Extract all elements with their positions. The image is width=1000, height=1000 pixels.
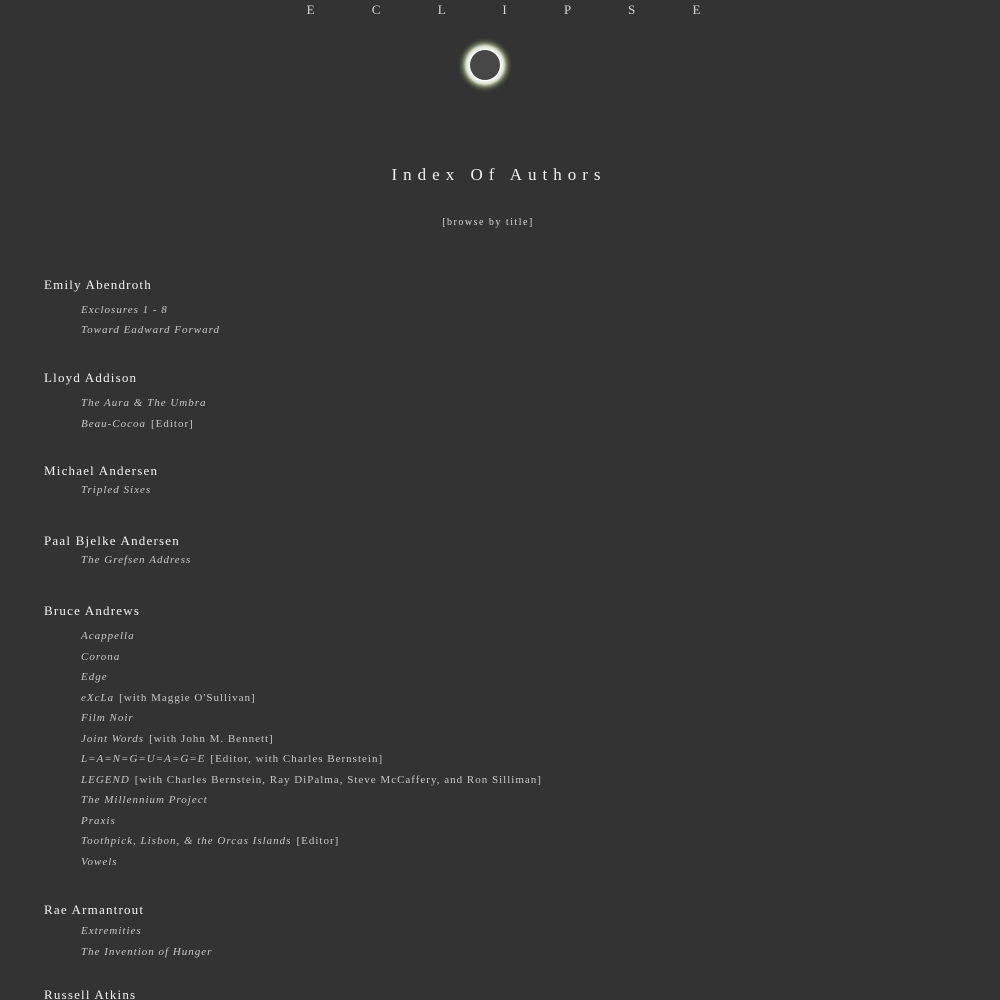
work-title[interactable]: Praxis (81, 814, 116, 827)
work-item (81, 852, 944, 873)
author-list (44, 277, 944, 1000)
work-item (81, 729, 944, 750)
work-item (81, 626, 944, 647)
work-list (44, 921, 944, 962)
work-title[interactable]: LEGEND (81, 773, 130, 786)
work-title[interactable]: The Millennium Project (81, 794, 208, 806)
author-entry (44, 277, 944, 370)
work-item (81, 393, 944, 414)
work-item (81, 552, 944, 568)
author-name[interactable]: Russell Atkins (44, 987, 137, 1000)
work-title[interactable]: L=A=N=G=U=A=G=E (81, 753, 206, 765)
work-item (81, 749, 944, 770)
work-list (44, 482, 944, 498)
work-note: [with Charles Bernstein, Ray DiPalma, Steve McCaffery, and Ron Silliman] (134, 773, 542, 786)
page-title: Index Of Authors (391, 165, 607, 184)
work-item (81, 647, 944, 668)
author-name[interactable]: Bruce Andrews (44, 603, 141, 618)
work-note: [with John M. Bennett] (149, 732, 274, 745)
work-list (44, 626, 944, 872)
work-item (81, 831, 944, 852)
work-title[interactable]: Edge (81, 671, 108, 683)
author-entry (44, 987, 944, 1000)
site-title[interactable]: E C L I P S E (306, 2, 728, 17)
author-name[interactable]: Michael Andersen (44, 463, 159, 478)
work-note: [Editor] (296, 835, 340, 847)
work-title[interactable]: Tripled Sixes (81, 484, 152, 496)
work-item (81, 790, 944, 811)
work-title[interactable]: Joint Words (81, 732, 145, 745)
work-list (44, 393, 944, 435)
work-item (81, 942, 944, 963)
work-note: [Editor, with Charles Bernstein] (210, 753, 384, 765)
work-note: [Editor] (150, 418, 194, 430)
author-entry (44, 902, 944, 987)
work-title[interactable]: Extremities (81, 925, 142, 937)
work-list (44, 300, 944, 340)
work-title[interactable]: Acappella (81, 630, 135, 642)
work-title[interactable]: The Aura & The Umbra (81, 397, 207, 409)
work-item (81, 414, 944, 435)
work-item (81, 667, 944, 688)
browse-by-title-link[interactable]: [browse by title] (442, 217, 534, 228)
author-entry (44, 463, 944, 533)
work-list (44, 552, 944, 568)
author-entry (44, 370, 944, 463)
work-title[interactable]: Toward Eadward Forward (81, 324, 220, 336)
work-item (81, 921, 944, 942)
eclipse-logo[interactable] (457, 37, 513, 93)
author-name[interactable]: Rae Armantrout (44, 902, 145, 917)
author-entry (44, 533, 944, 603)
work-title[interactable]: The Grefsen Address (81, 554, 192, 566)
work-title[interactable]: Film Noir (81, 712, 134, 724)
work-title[interactable]: The Invention of Hunger (81, 945, 213, 958)
work-note: [with Maggie O'Sullivan] (119, 691, 256, 704)
author-name[interactable]: Emily Abendroth (44, 277, 152, 292)
work-item (81, 811, 944, 832)
work-title[interactable]: eXcLa (81, 691, 115, 704)
author-name[interactable]: Lloyd Addison (44, 370, 138, 385)
work-title[interactable]: Beau-Cocoa (81, 418, 146, 430)
work-title[interactable]: Vowels (81, 855, 118, 868)
work-item (81, 708, 944, 729)
work-title[interactable]: Exclosures 1 - 8 (81, 304, 168, 316)
work-title[interactable]: Toothpick, Lisbon, & the Orcas Islands (81, 835, 292, 847)
work-item (81, 320, 944, 340)
author-entry (44, 603, 944, 902)
work-item (81, 770, 944, 791)
author-name[interactable]: Paal Bjelke Andersen (44, 533, 180, 548)
work-item (81, 482, 944, 498)
work-item (81, 688, 944, 709)
work-title[interactable]: Corona (81, 650, 121, 663)
work-item (81, 300, 944, 320)
